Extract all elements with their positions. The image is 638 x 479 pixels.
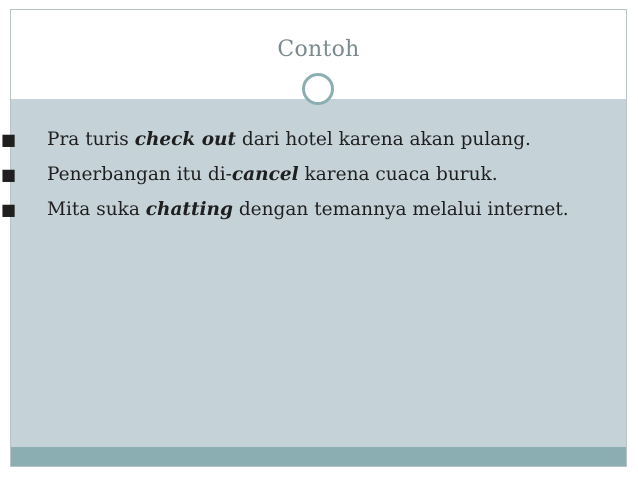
footer-bar — [11, 447, 626, 466]
square-bullet-icon: ■ — [1, 165, 17, 184]
bullet-text-after: dari hotel karena akan pulang. — [236, 129, 531, 150]
bullet-item-2 — [1, 159, 626, 191]
ring-ornament-icon — [302, 73, 334, 105]
slide — [1, 9, 627, 467]
bullet-emphasis: cancel — [231, 164, 299, 185]
bullet-list — [1, 124, 626, 229]
slide-title: Contoh — [277, 37, 360, 62]
bullet-text-before: Mita suka — [47, 199, 146, 220]
bullet-text-before: Penerbangan itu di- — [47, 164, 232, 185]
bullet-text-before: Pra turis — [47, 129, 135, 150]
square-bullet-icon: ■ — [1, 200, 17, 219]
bullet-emphasis: chatting — [145, 199, 233, 220]
bullet-item-1 — [1, 124, 626, 156]
bullet-emphasis: check out — [134, 129, 237, 150]
bullet-item-3 — [1, 194, 626, 226]
content-area — [1, 99, 626, 449]
square-bullet-icon: ■ — [1, 130, 17, 149]
bullet-text-after: dengan temannya melalui internet. — [232, 199, 569, 220]
bullet-text-after: karena cuaca buruk. — [298, 164, 498, 185]
